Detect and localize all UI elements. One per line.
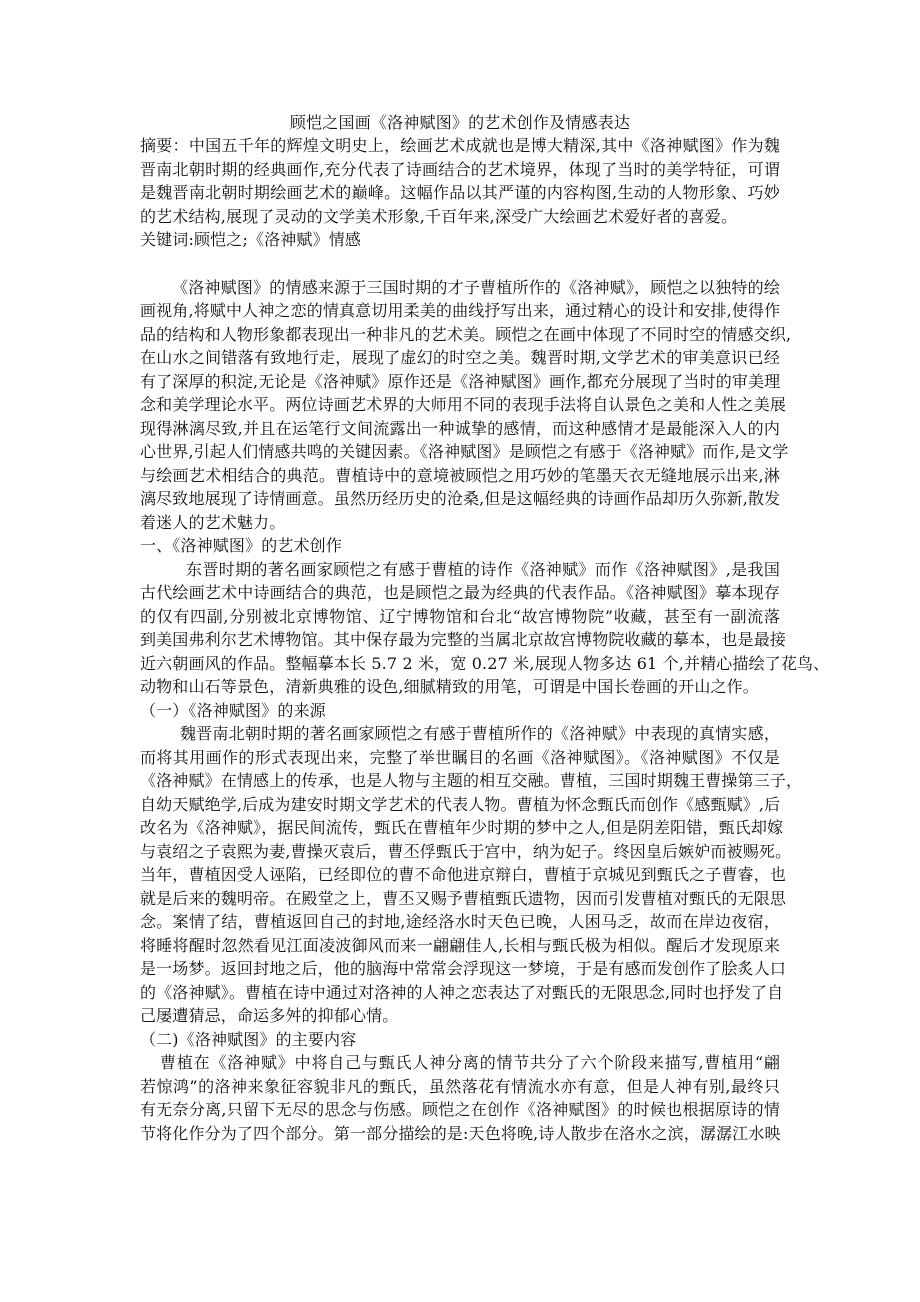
section1-2-paragraph bbox=[140, 1051, 780, 1145]
abstract-line: 晋南北朝时期的经典画作,充分代表了诗画结合的艺术境界，体现了当时的美学特征，可谓 bbox=[140, 159, 780, 179]
paragraph-line: 魏晋南北朝时期的著名画家顾恺之有感于曹植所作的《洛神赋》中表现的真情实感， bbox=[180, 724, 780, 743]
paragraph-line: 己屡遭猜忌，命运多舛的抑郁心情。 bbox=[140, 1006, 399, 1025]
paragraph-line: 漓尽致地展现了诗情画意。虽然历经历史的沧桑,但是这幅经典的诗画作品却历久弥新,散发 bbox=[140, 489, 781, 508]
paragraph-line: 曹植在《洛神赋》中将自己与甄氏人神分离的情节共分了六个阶段来描写,曹植用“翩 bbox=[160, 1053, 780, 1072]
paragraph-line: 自幼天赋绝学,后成为建安时期文学艺术的代表人物。曹植为怀念甄氏而创作《感甄赋》,后 bbox=[140, 794, 781, 814]
section-heading: 一、《洛神赋图》的艺术创作 bbox=[140, 536, 342, 555]
section1-paragraph bbox=[140, 558, 830, 699]
blank-line bbox=[140, 252, 780, 276]
document-title: 顾恺之国画《洛神赋图》的艺术创作及情感表达 bbox=[289, 113, 631, 132]
paragraph-line: 当年，曹植因受人诬陷，已经即位的曹不命他进京辩白，曹植于京城见到甄氏之子曹睿，也 bbox=[140, 865, 787, 884]
section1-1-paragraph bbox=[140, 722, 803, 1028]
paragraph-line: 而将其用画作的形式表现出来，完整了举世瞩目的名画《洛神赋图》。《洛神赋图》不仅是 bbox=[140, 747, 780, 767]
abstract bbox=[140, 134, 780, 228]
paragraph-line: 念和美学理论水平。两位诗画艺术界的大师用不同的表现手法将自认景色之美和人性之美展 bbox=[140, 395, 787, 414]
paragraph-line: 节将化作分为了四个部分。第一部分描绘的是:天色将晚,诗人散步在洛水之滨，潺潺江水映 bbox=[140, 1123, 781, 1143]
paragraph-line: 有无奈分离,只留下无尽的思念与伤感。顾恺之在创作《洛神赋图》的时候也根据原诗的情 bbox=[140, 1100, 780, 1119]
paragraph-line: 就是后来的魏明帝。在殿堂之上，曹丕又赐予曹植甄氏遗物，因而引发曹植对甄氏的无限思 bbox=[140, 888, 787, 908]
abstract-line: 摘要：中国五千年的辉煌文明史上，绘画艺术成就也是博大精深,其中《洛神赋图》作为魏 bbox=[140, 136, 780, 155]
paragraph-line: 《洛神赋》在情感上的传承，也是人物与主题的相互交融。曹植，三国时期魏王曹操第三子， bbox=[140, 771, 803, 790]
paragraph-line: 与袁绍之子袁熙为妻,曹操灭袁后，曹丕俘甄氏于宫中，纳为妃子。终因皇后嫉妒而被赐死。 bbox=[140, 841, 792, 861]
paragraph-line: 近六朝画风的作品。整幅摹本长 5.7 2 米，宽 0.27 米,展现人物多达 61 个,并精心描绘了花鸟、 bbox=[140, 653, 830, 673]
paragraph-line: 的《洛神赋》。曹植在诗中通过对洛神的人神之恋表达了对甄氏的无限思念,同时也抒发了自 bbox=[140, 982, 784, 1002]
paragraph-line: 在山水之间错落有致地行走，展现了虚幻的时空之美。魏晋时期,文学艺术的审美意识已经 bbox=[140, 348, 780, 367]
paragraph-line: 心世界,引起人们情感共鸣的关键因素。《洛神赋图》是顾恺之有感于《洛神赋》而作,是文学 bbox=[140, 442, 789, 461]
paragraph-line: 将睡将醒时忽然看见江面凌波御风而来一翩翩佳人,长相与甄氏极为相似。醒后才发现原来 bbox=[140, 935, 780, 955]
paragraph-line: 东晋时期的著名画家顾恺之有感于曹植的诗作《洛神赋》而作《洛神赋图》,是我国 bbox=[186, 559, 780, 579]
paragraph-line: 《洛神赋图》的情感来源于三国时期的才子曹植所作的《洛神赋》，顾恺之以独特的绘 bbox=[172, 277, 780, 297]
subsection-heading: （一）《洛神赋图》的来源 bbox=[140, 700, 326, 720]
document-page bbox=[140, 112, 830, 1145]
paragraph-line: 品的结构和人物形象都表现出一种非凡的艺术美。顾恺之在画中体现了不同时空的情感交织, bbox=[140, 324, 792, 344]
keywords: 关键词:顾恺之;《洛神赋》情感 bbox=[140, 230, 362, 249]
abstract-line: 是魏晋南北朝时期绘画艺术的巅峰。这幅作品以其严谨的内容构图,生动的人物形象、巧妙 bbox=[140, 183, 780, 202]
paragraph-line: 的仅有四副,分别被北京博物馆、辽宁博物馆和台北“故宫博物院”收藏，甚至有一副流落 bbox=[140, 606, 780, 626]
paragraph-line: 画视角,将赋中人神之恋的情真意切用柔美的曲线抒写出来，通过精心的设计和安排,使得作 bbox=[140, 301, 781, 320]
paragraph-line: 古代绘画艺术中诗画结合的典范，也是顾恺之最为经典的代表作品。《洛神赋图》摹本现存 bbox=[140, 583, 780, 602]
paragraph-line: 着迷人的艺术魅力。 bbox=[140, 512, 286, 532]
intro-paragraph bbox=[140, 276, 792, 535]
paragraph-line: 若惊鸿”的洛神来象征容貌非凡的甄氏，虽然落花有情流水亦有意，但是人神有别,最终只 bbox=[140, 1076, 780, 1096]
paragraph-line: 现得淋漓尽致,并且在运笔行文间流露出一种诚挚的感情，而这种感情才是最能深入人的内 bbox=[140, 418, 780, 438]
subsection-heading: （二)《洛神赋图》的主要内容 bbox=[140, 1029, 357, 1049]
paragraph-line: 动物和山石等景色，清新典雅的设色,细腻精致的用笔，可谓是中国长卷画的开山之作。 bbox=[140, 677, 759, 696]
abstract-line: 的艺术结构,展现了灵动的文学美术形象,千百年来,深受广大绘画艺术爱好者的喜爱。 bbox=[140, 206, 738, 226]
paragraph-line: 有了深厚的积淀,无论是《洛神赋》原作还是《洛神赋图》画作,都充分展现了当时的审美理 bbox=[140, 371, 781, 391]
paragraph-line: 改名为《洛神赋》，据民间流传，甄氏在曹植年少时期的梦中之人,但是阴差阳错，甄氏却嫁 bbox=[140, 818, 784, 837]
paragraph-line: 与绘画艺术相结合的典范。曹植诗中的意境被顾恺之用巧妙的笔墨天衣无缝地展示出来,淋 bbox=[140, 465, 780, 485]
paragraph-line: 念。案情了结，曹植返回自己的封地,途经洛水时天色已晚，人困马乏，故而在岸边夜宿， bbox=[140, 912, 780, 931]
paragraph-line: 到美国弗利尔艺术博物馆。其中保存最为完整的当属北京故宫博物院收藏的摹本，也是最接 bbox=[140, 630, 787, 649]
paragraph-line: 是一场梦。返回封地之后，他的脑海中常常会浮现这一梦境，于是有感而发创作了脍炙人口 bbox=[140, 959, 787, 978]
